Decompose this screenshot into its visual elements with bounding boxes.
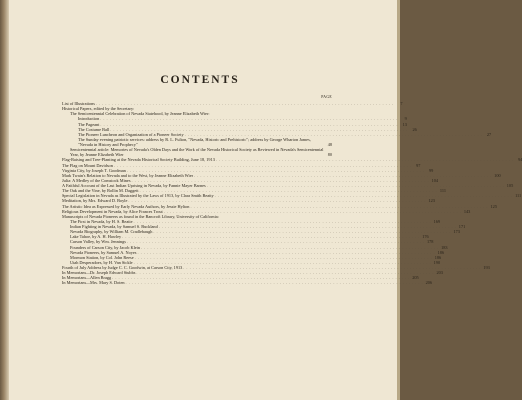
toc-entry: The Pioneer Luncheon and Organization of a Pioneer Society . . . 27	[62, 132, 332, 137]
toc-entry: Carson Valley, by Wm. Jennings . . . 178	[62, 239, 332, 244]
toc-entry: Founders of Carson City, by Jacob Klein . . . 183	[62, 245, 332, 250]
page-column-header: PAGE	[321, 95, 332, 99]
toc-entry: The Pageant . . . 13	[62, 122, 332, 127]
toc-entry: The Costume Ball . . . 26	[62, 127, 332, 132]
toc-entry: Mark Twain's Relation to Nevada and to the West, by Jeanne Elizabeth Wier . . . 100	[62, 173, 332, 178]
toc-entry: Lake Tahoe, by A. H. Hawley . . . 176	[62, 234, 332, 239]
toc-entry: The Flag on Mount Davidson . . . 97	[62, 163, 332, 168]
toc-entry: Utah Desperadoes, by H. Van Sickle . . . 190	[62, 260, 332, 265]
toc-entry: The Semicentennial Celebration of Nevada Statehood, by Jeanne Elizabeth Wier:	[70, 111, 210, 117]
toc-entry: Manuscripts of Nevada Pioneers as found in the Bancroft Library, University of California:	[62, 213, 219, 219]
toc-entry: In Memoriam—Allen Bragg . . . 205	[62, 275, 332, 280]
page-title: CONTENTS	[160, 74, 240, 86]
toc-entry: The First in Nevada, by H. S. Beatie . . . 169	[62, 219, 332, 224]
toc-entry: Flag-Raising and Tree-Planting at the Nevada Historical Society Building, June 18, 1913 . . . 94	[62, 157, 332, 162]
toc-entry: Introduction . . . 9	[62, 116, 332, 121]
toc-entry: Fourth of July Address by Judge C. C. Goodwin, at Carson City, 1913 . . . 193	[62, 265, 332, 270]
toc-entry: A Faithful Account of the Last Indian Uprising in Nevada, by Fannie Mayer Barnes . . . 105	[62, 183, 332, 188]
toc-entry: Indian Fighting in Nevada, by Samuel S. Buckland . . . 171	[62, 224, 332, 229]
toc-entry: Julia: A Medley of the Comstock Mines . . . 104	[62, 178, 332, 183]
toc-entry: In Memoriam—Dr. Joseph Edward Stubbs . . . 203	[62, 270, 332, 275]
toc-entry: The Oak and the Vine, by Rollin M. Daggett . . . 111	[62, 188, 332, 193]
toc-entry: The Sunday evening patriotic services: address by R. L. Fulton, "Nevada, Historic and Prehistoric"; address by George Wharton James, "Nevada in History and Prophecy" 48	[78, 136, 332, 147]
toc-entry: Historical Papers, edited by the Secretary:	[62, 106, 135, 112]
toc-entry: In Memoriam—Mrs. Mary S. Doten . . . 206	[62, 280, 332, 285]
toc-entry: Religious Development in Nevada, by Alice Frances Trout . . . 143	[62, 209, 332, 214]
toc-entry: List of Illustrations . . . 7	[62, 101, 332, 106]
toc-entry: Meditation, by Mrs. Edward D. Boyle . . . 123	[62, 198, 332, 203]
toc-entry: Special Legislation in Nevada as Illustrated by the Laws of 1913, by Clara Smith Beatty . . . 111	[62, 193, 332, 198]
toc-entry: Semicentennial article: Memories of Nevada's Olden Days and the Work of the Nevada Historical Society as Reviewed in Nevada's Semicentennial Year, by Jeanne Elizabeth Wier 80	[70, 147, 332, 158]
toc-entry: Nevada Pioneers, by Samuel A. Noyes . . . 186	[62, 250, 332, 255]
table-of-contents	[62, 101, 522, 286]
toc-entry: The Artistic Idea as Expressed by Early Nevada Authors, by Jessie Hylton . . . 125	[62, 204, 332, 209]
page-binding	[0, 0, 9, 400]
toc-entry: Mormon Station, by Col. John Reese . . . 186	[62, 255, 332, 260]
toc-entry: Virginia City, by Joseph T. Goodman . . . 99	[62, 168, 332, 173]
toc-entry: Nevada Biography, by William M. Cradlebaugh . . . 173	[62, 229, 332, 234]
